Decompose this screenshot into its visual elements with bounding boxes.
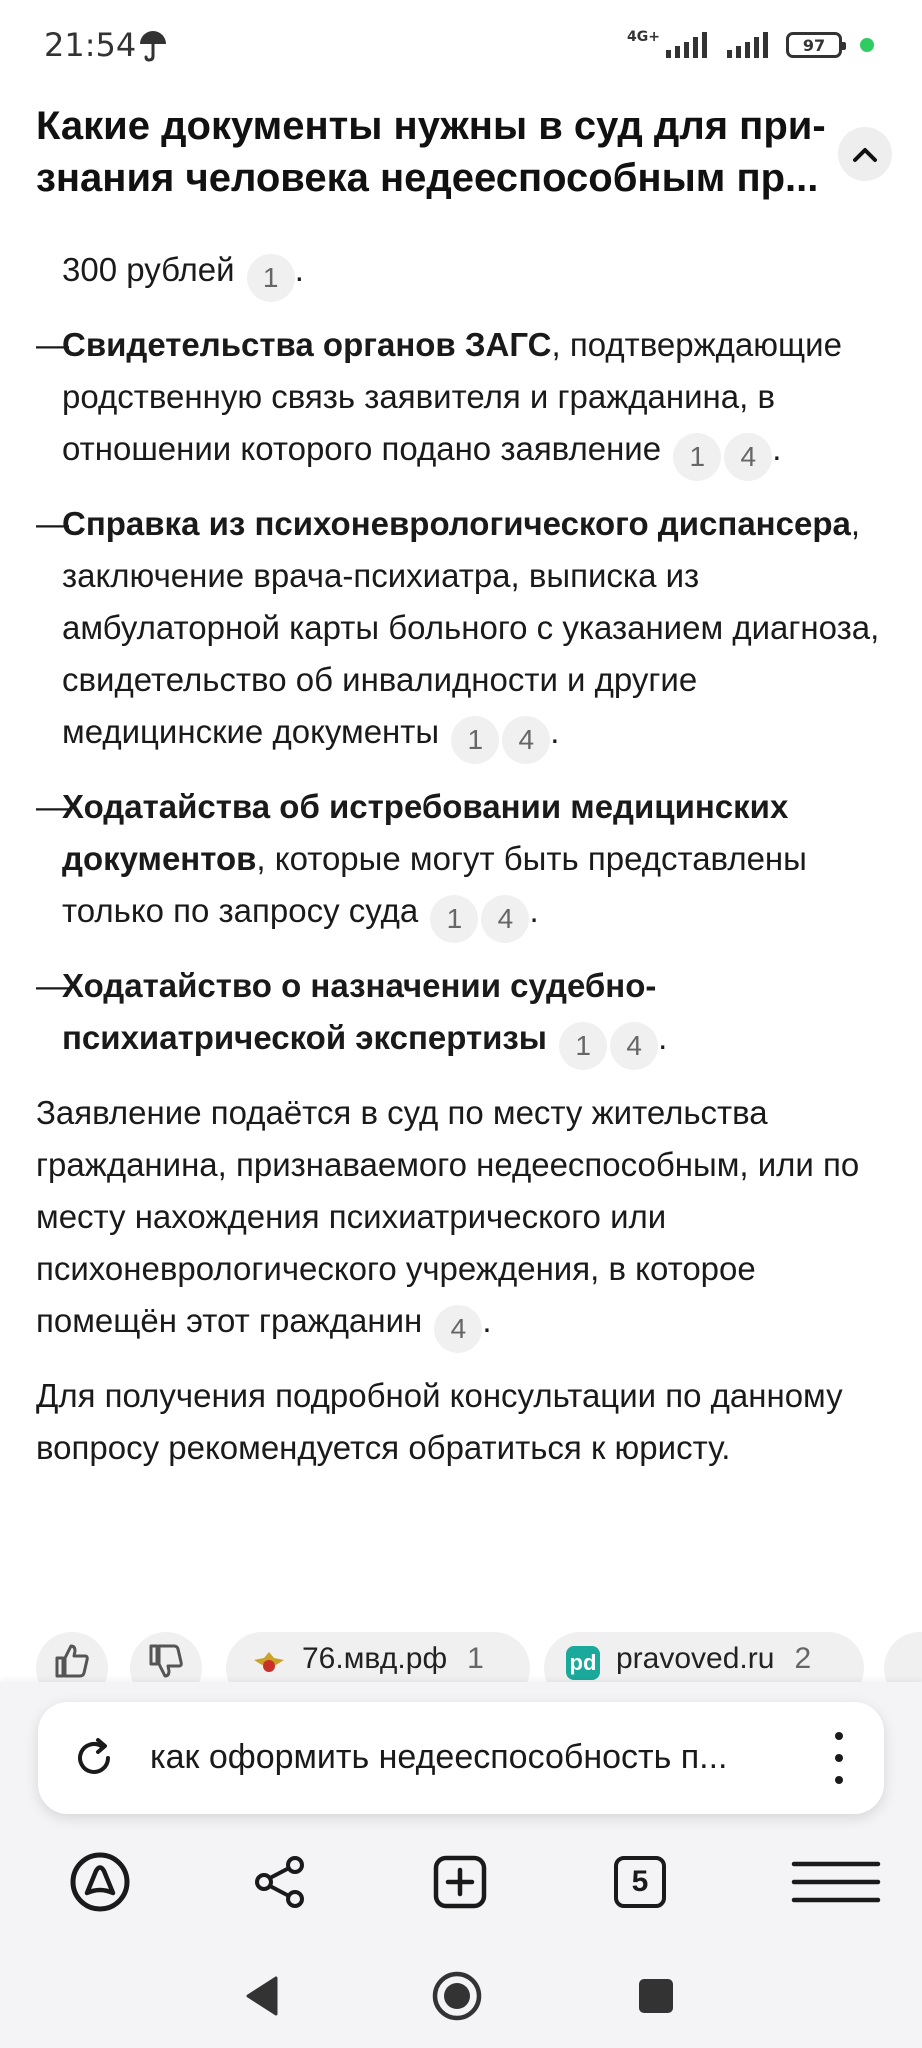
share-button[interactable] <box>248 1850 312 1914</box>
back-button[interactable] <box>232 1966 292 2026</box>
search-bar[interactable] <box>38 1702 884 1814</box>
tabs-count-icon <box>614 1856 666 1908</box>
system-nav-bar <box>0 1966 922 2026</box>
source-chip[interactable] <box>544 1632 864 1682</box>
source-count: 2 <box>794 1642 812 1675</box>
reference-badge[interactable]: 4 <box>434 1305 482 1353</box>
browser-toolbar <box>0 1850 922 1914</box>
reference-badge[interactable]: 1 <box>451 716 499 764</box>
thumbs-up-icon <box>53 1642 91 1680</box>
source-name: 76.мвд.рф <box>302 1642 448 1675</box>
home-circle-icon <box>431 1970 483 2022</box>
chevron-up-icon <box>852 145 878 163</box>
list-item <box>36 498 892 764</box>
recents-button[interactable] <box>626 1966 686 2026</box>
item-end: . <box>529 892 539 929</box>
item-bold-text: Свидетельства органов ЗАГС <box>62 326 552 363</box>
item-bold-text: Справка из психоневрологического диспансера <box>62 505 851 542</box>
pravoved-logo-text: pd <box>569 1650 597 1675</box>
mvd-emblem-icon <box>252 1646 286 1680</box>
reference-badge[interactable]: 1 <box>430 895 478 943</box>
new-tab-button[interactable] <box>428 1850 492 1914</box>
reference-badge[interactable]: 4 <box>724 433 772 481</box>
pravoved-logo-icon <box>566 1646 600 1680</box>
tabs-button[interactable] <box>608 1850 672 1914</box>
refresh-icon[interactable] <box>72 1736 116 1780</box>
item-end: . <box>482 1302 492 1339</box>
item-text: , подтверждающие родственную связь заявителя и гражданина, в отношении которого подано заявление <box>62 326 842 467</box>
recents-square-icon <box>639 1979 673 2013</box>
bullet-dash: — <box>36 505 69 542</box>
paragraph <box>36 1370 892 1474</box>
source-count: 1 <box>467 1642 484 1675</box>
item-text: , заключение врача-психиатра, выписка из амбулаторной карты больного с указанием диагноза, свидетельство об инвалидности и другие медицинские документы <box>62 505 880 750</box>
back-triangle-icon <box>242 1974 282 2018</box>
item-end: . <box>550 713 560 750</box>
hamburger-menu-icon <box>790 1858 882 1906</box>
paragraph <box>36 1087 892 1353</box>
alice-icon <box>69 1851 131 1913</box>
status-bar <box>0 0 922 90</box>
collapse-button[interactable] <box>838 127 892 181</box>
paragraph-text: Для получения подробной консультации по данному вопросу рекомендуется обратиться к юристу. <box>36 1377 843 1466</box>
signal-icon <box>727 32 768 58</box>
reference-badge[interactable]: 1 <box>559 1022 607 1070</box>
like-button[interactable] <box>36 1632 108 1682</box>
source-name: pravoved.ru <box>616 1642 775 1675</box>
item-end: . <box>658 1019 668 1056</box>
umbrella-icon <box>138 28 168 62</box>
item-end: . <box>772 430 782 467</box>
thumbs-down-icon <box>147 1642 185 1680</box>
bullet-dash: — <box>36 788 69 825</box>
source-chip[interactable] <box>884 1632 922 1682</box>
plus-square-icon <box>432 1854 488 1910</box>
item-end: . <box>294 251 304 288</box>
source-chip[interactable] <box>226 1632 530 1682</box>
status-icons <box>627 28 874 62</box>
reference-badge[interactable]: 4 <box>610 1022 658 1070</box>
menu-button[interactable] <box>788 1850 884 1914</box>
list-item <box>36 244 892 302</box>
reference-badge[interactable]: 4 <box>481 895 529 943</box>
alice-button[interactable] <box>68 1850 132 1914</box>
item-text: , которые могут быть представлены только по запросу суда <box>62 840 807 929</box>
item-bold-text: Ходатайство о назначении судебно-психиатрической экспертизы <box>62 967 657 1056</box>
bullet-dash: — <box>36 967 69 1004</box>
status-time: 21:54 <box>44 26 137 64</box>
item-bold-text: Ходатайства об истребовании медицинских документов <box>62 788 789 877</box>
signal-icon <box>666 32 707 58</box>
battery-level: 97 <box>802 35 826 55</box>
reference-badge[interactable]: 4 <box>502 716 550 764</box>
search-query[interactable]: как оформить недееспособность п... <box>150 1738 728 1776</box>
list-item <box>36 960 892 1070</box>
battery-icon <box>786 32 842 58</box>
more-vertical-icon[interactable] <box>834 1732 844 1784</box>
list-item <box>36 319 892 481</box>
network-type-label: 4G+ <box>627 29 660 45</box>
bullet-dash: — <box>36 326 69 363</box>
page-title: Какие документы нужны в суд для при-знания человека недееспособным пр... <box>36 104 826 200</box>
item-text: 300 рублей <box>62 251 235 288</box>
tabs-count: 5 <box>631 1865 649 1898</box>
paragraph-text: Заявление подаётся в суд по месту жительства гражданина, признаваемого недееспособным, или по месту нахождения психиатрического или психоневрологического учреждения, в которое помещён этот гражданин <box>36 1094 860 1339</box>
reference-badge[interactable]: 1 <box>673 433 721 481</box>
sources-row <box>0 1632 922 1682</box>
dislike-button[interactable] <box>130 1632 202 1682</box>
answer-content <box>36 244 892 1491</box>
home-button[interactable] <box>427 1966 487 2026</box>
green-dot-icon <box>860 38 874 52</box>
share-icon <box>252 1854 308 1910</box>
list-item <box>36 781 892 943</box>
reference-badge[interactable]: 1 <box>247 254 295 302</box>
